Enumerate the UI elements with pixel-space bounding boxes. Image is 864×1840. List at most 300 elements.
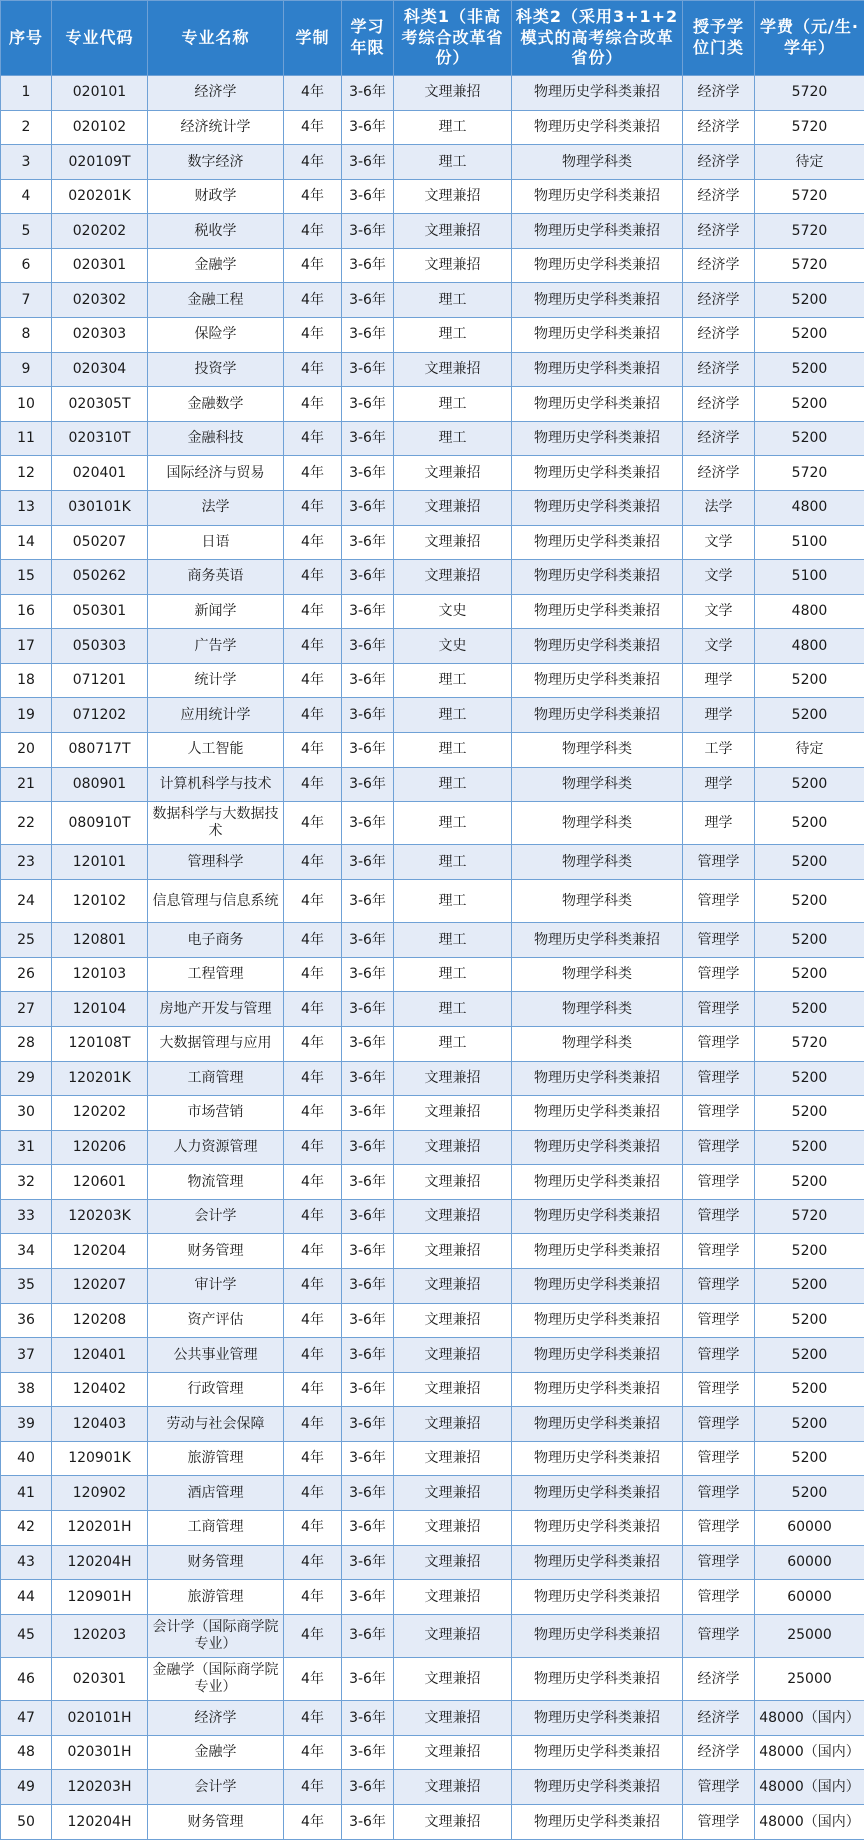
cell-duration: 4年 [284, 1130, 342, 1165]
cell-duration: 4年 [284, 957, 342, 992]
cell-category-1: 文理兼招 [394, 1407, 512, 1442]
cell-study-years: 3-6年 [342, 1770, 394, 1805]
table-row [1, 767, 864, 802]
table-row [1, 1372, 864, 1407]
cell-category-1: 文理兼招 [394, 1338, 512, 1373]
cell-degree: 经济学 [683, 421, 755, 456]
cell-major-name: 旅游管理 [148, 1580, 284, 1615]
cell-major-name: 经济学 [148, 76, 284, 111]
cell-index: 26 [1, 957, 52, 992]
cell-duration: 4年 [284, 767, 342, 802]
cell-category-2: 物理历史学科类兼招 [512, 1770, 683, 1805]
cell-major-name: 金融学 [148, 1735, 284, 1770]
cell-tuition: 5200 [755, 1372, 864, 1407]
cell-degree: 文学 [683, 594, 755, 629]
table-row [1, 387, 864, 422]
cell-tuition: 5200 [755, 663, 864, 698]
table-row [1, 663, 864, 698]
cell-category-1: 文理兼招 [394, 179, 512, 214]
cell-category-2: 物理历史学科类兼招 [512, 1614, 683, 1657]
table-row [1, 1061, 864, 1096]
table-row [1, 698, 864, 733]
cell-degree: 经济学 [683, 179, 755, 214]
cell-category-1: 理工 [394, 283, 512, 318]
cell-index: 30 [1, 1096, 52, 1131]
cell-major-code: 120402 [52, 1372, 148, 1407]
cell-major-code: 120103 [52, 957, 148, 992]
cell-index: 38 [1, 1372, 52, 1407]
cell-major-code: 020102 [52, 110, 148, 145]
cell-major-code: 120902 [52, 1476, 148, 1511]
table-row [1, 1407, 864, 1442]
cell-category-2: 物理学科类 [512, 992, 683, 1027]
cell-major-name: 管理科学 [148, 845, 284, 880]
cell-category-2: 物理历史学科类兼招 [512, 1441, 683, 1476]
cell-category-2: 物理历史学科类兼招 [512, 1735, 683, 1770]
cell-category-1: 理工 [394, 698, 512, 733]
cell-study-years: 3-6年 [342, 732, 394, 767]
cell-tuition: 5200 [755, 767, 864, 802]
cell-degree: 经济学 [683, 110, 755, 145]
cell-index: 11 [1, 421, 52, 456]
cell-major-name: 应用统计学 [148, 698, 284, 733]
cell-duration: 4年 [284, 214, 342, 249]
cell-duration: 4年 [284, 248, 342, 283]
cell-category-1: 文理兼招 [394, 1476, 512, 1511]
cell-index: 43 [1, 1545, 52, 1580]
cell-index: 41 [1, 1476, 52, 1511]
cell-duration: 4年 [284, 1545, 342, 1580]
cell-duration: 4年 [284, 698, 342, 733]
cell-category-2: 物理历史学科类兼招 [512, 1511, 683, 1546]
cell-major-code: 020202 [52, 214, 148, 249]
table-row [1, 594, 864, 629]
table-row [1, 1268, 864, 1303]
cell-category-2: 物理历史学科类兼招 [512, 179, 683, 214]
table-row [1, 1770, 864, 1805]
cell-study-years: 3-6年 [342, 1338, 394, 1373]
cell-index: 12 [1, 456, 52, 491]
cell-degree: 工学 [683, 732, 755, 767]
cell-degree: 文学 [683, 525, 755, 560]
cell-major-name: 劳动与社会保障 [148, 1407, 284, 1442]
cell-study-years: 3-6年 [342, 1580, 394, 1615]
cell-category-2: 物理历史学科类兼招 [512, 214, 683, 249]
cell-major-name: 经济统计学 [148, 110, 284, 145]
cell-tuition: 5720 [755, 1199, 864, 1234]
cell-tuition: 4800 [755, 594, 864, 629]
cell-index: 3 [1, 145, 52, 180]
table-row [1, 992, 864, 1027]
cell-category-1: 文理兼招 [394, 1372, 512, 1407]
cell-major-code: 120204H [52, 1545, 148, 1580]
cell-duration: 4年 [284, 629, 342, 664]
cell-major-name: 资产评估 [148, 1303, 284, 1338]
cell-major-code: 120204 [52, 1234, 148, 1269]
cell-tuition: 60000 [755, 1580, 864, 1615]
cell-study-years: 3-6年 [342, 76, 394, 111]
cell-category-1: 文理兼招 [394, 1657, 512, 1700]
cell-duration: 4年 [284, 845, 342, 880]
cell-category-1: 理工 [394, 957, 512, 992]
cell-tuition: 5200 [755, 387, 864, 422]
cell-study-years: 3-6年 [342, 1130, 394, 1165]
cell-major-name: 工商管理 [148, 1511, 284, 1546]
cell-study-years: 3-6年 [342, 490, 394, 525]
cell-degree: 经济学 [683, 1735, 755, 1770]
cell-category-2: 物理学科类 [512, 1026, 683, 1061]
table-row [1, 879, 864, 922]
cell-duration: 4年 [284, 1770, 342, 1805]
cell-duration: 4年 [284, 1303, 342, 1338]
cell-index: 17 [1, 629, 52, 664]
cell-category-1: 文史 [394, 629, 512, 664]
cell-study-years: 3-6年 [342, 1657, 394, 1700]
table-row [1, 283, 864, 318]
cell-tuition: 5720 [755, 1026, 864, 1061]
cell-study-years: 3-6年 [342, 845, 394, 880]
cell-category-2: 物理历史学科类兼招 [512, 387, 683, 422]
table-row [1, 802, 864, 845]
cell-study-years: 3-6年 [342, 318, 394, 353]
cell-degree: 管理学 [683, 1303, 755, 1338]
cell-study-years: 3-6年 [342, 1407, 394, 1442]
cell-major-name: 会计学（国际商学院专业） [148, 1614, 284, 1657]
cell-duration: 4年 [284, 560, 342, 595]
cell-index: 27 [1, 992, 52, 1027]
table-row [1, 456, 864, 491]
cell-major-code: 020310T [52, 421, 148, 456]
cell-category-1: 文理兼招 [394, 1268, 512, 1303]
cell-major-name: 财务管理 [148, 1804, 284, 1839]
cell-study-years: 3-6年 [342, 1545, 394, 1580]
cell-duration: 4年 [284, 1234, 342, 1269]
cell-tuition: 5720 [755, 110, 864, 145]
table-row [1, 1580, 864, 1615]
table-row [1, 525, 864, 560]
header-degree: 授予学位门类 [683, 1, 755, 76]
cell-degree: 管理学 [683, 923, 755, 958]
cell-tuition: 待定 [755, 145, 864, 180]
cell-category-1: 文理兼招 [394, 1303, 512, 1338]
cell-study-years: 3-6年 [342, 629, 394, 664]
cell-major-code: 080901 [52, 767, 148, 802]
cell-major-code: 020101H [52, 1701, 148, 1736]
cell-study-years: 3-6年 [342, 1061, 394, 1096]
cell-major-name: 公共事业管理 [148, 1338, 284, 1373]
cell-major-name: 行政管理 [148, 1372, 284, 1407]
cell-tuition: 5200 [755, 802, 864, 845]
cell-degree: 经济学 [683, 387, 755, 422]
table-row [1, 1735, 864, 1770]
cell-duration: 4年 [284, 1026, 342, 1061]
cell-index: 50 [1, 1804, 52, 1839]
cell-major-name: 统计学 [148, 663, 284, 698]
cell-category-1: 文理兼招 [394, 1199, 512, 1234]
cell-category-2: 物理历史学科类兼招 [512, 1234, 683, 1269]
cell-tuition: 5200 [755, 957, 864, 992]
cell-category-2: 物理历史学科类兼招 [512, 352, 683, 387]
cell-degree: 管理学 [683, 1770, 755, 1805]
cell-tuition: 60000 [755, 1545, 864, 1580]
cell-degree: 管理学 [683, 1096, 755, 1131]
cell-degree: 管理学 [683, 1268, 755, 1303]
cell-index: 46 [1, 1657, 52, 1700]
cell-major-name: 物流管理 [148, 1165, 284, 1200]
table-row [1, 490, 864, 525]
cell-degree: 法学 [683, 490, 755, 525]
cell-index: 24 [1, 879, 52, 922]
cell-major-name: 金融学（国际商学院专业） [148, 1657, 284, 1700]
cell-study-years: 3-6年 [342, 1735, 394, 1770]
cell-category-1: 文理兼招 [394, 1511, 512, 1546]
cell-tuition: 5200 [755, 1096, 864, 1131]
cell-category-2: 物理历史学科类兼招 [512, 1061, 683, 1096]
cell-index: 19 [1, 698, 52, 733]
cell-study-years: 3-6年 [342, 1165, 394, 1200]
cell-index: 15 [1, 560, 52, 595]
cell-duration: 4年 [284, 732, 342, 767]
cell-study-years: 3-6年 [342, 1804, 394, 1839]
cell-category-1: 文理兼招 [394, 352, 512, 387]
cell-study-years: 3-6年 [342, 1614, 394, 1657]
cell-tuition: 5720 [755, 248, 864, 283]
cell-degree: 文学 [683, 629, 755, 664]
cell-degree: 管理学 [683, 992, 755, 1027]
cell-major-code: 120901K [52, 1441, 148, 1476]
cell-degree: 经济学 [683, 248, 755, 283]
cell-index: 35 [1, 1268, 52, 1303]
cell-major-code: 120203H [52, 1770, 148, 1805]
cell-study-years: 3-6年 [342, 456, 394, 491]
cell-category-1: 文史 [394, 594, 512, 629]
cell-tuition: 5200 [755, 318, 864, 353]
cell-major-code: 020302 [52, 283, 148, 318]
cell-category-2: 物理历史学科类兼招 [512, 698, 683, 733]
cell-category-1: 文理兼招 [394, 1770, 512, 1805]
cell-tuition: 5200 [755, 1130, 864, 1165]
cell-major-name: 人力资源管理 [148, 1130, 284, 1165]
cell-duration: 4年 [284, 318, 342, 353]
cell-study-years: 3-6年 [342, 1026, 394, 1061]
table-row [1, 110, 864, 145]
table-row [1, 1545, 864, 1580]
cell-category-1: 文理兼招 [394, 1061, 512, 1096]
cell-degree: 管理学 [683, 845, 755, 880]
cell-major-code: 020305T [52, 387, 148, 422]
cell-index: 37 [1, 1338, 52, 1373]
cell-duration: 4年 [284, 594, 342, 629]
cell-tuition: 60000 [755, 1511, 864, 1546]
cell-major-code: 050262 [52, 560, 148, 595]
cell-duration: 4年 [284, 923, 342, 958]
cell-study-years: 3-6年 [342, 248, 394, 283]
table-row [1, 248, 864, 283]
cell-category-2: 物理学科类 [512, 145, 683, 180]
cell-index: 47 [1, 1701, 52, 1736]
cell-duration: 4年 [284, 145, 342, 180]
table-row [1, 76, 864, 111]
cell-duration: 4年 [284, 1199, 342, 1234]
cell-major-code: 120403 [52, 1407, 148, 1442]
cell-duration: 4年 [284, 1614, 342, 1657]
cell-study-years: 3-6年 [342, 283, 394, 318]
cell-category-1: 理工 [394, 421, 512, 456]
cell-major-code: 071202 [52, 698, 148, 733]
header-category-2: 科类2（采用3+1+2模式的高考综合改革省份） [512, 1, 683, 76]
cell-major-code: 020201K [52, 179, 148, 214]
cell-category-1: 文理兼招 [394, 1441, 512, 1476]
table-row [1, 1614, 864, 1657]
header-major-code: 专业代码 [52, 1, 148, 76]
table-row [1, 1026, 864, 1061]
cell-degree: 经济学 [683, 283, 755, 318]
table-row [1, 1096, 864, 1131]
cell-major-code: 120201K [52, 1061, 148, 1096]
cell-category-2: 物理历史学科类兼招 [512, 560, 683, 595]
cell-major-name: 金融科技 [148, 421, 284, 456]
cell-category-1: 文理兼招 [394, 1580, 512, 1615]
cell-tuition: 5200 [755, 1268, 864, 1303]
cell-degree: 经济学 [683, 1701, 755, 1736]
cell-category-2: 物理历史学科类兼招 [512, 456, 683, 491]
cell-category-2: 物理历史学科类兼招 [512, 1580, 683, 1615]
table-row [1, 352, 864, 387]
cell-category-2: 物理历史学科类兼招 [512, 248, 683, 283]
cell-degree: 管理学 [683, 1614, 755, 1657]
cell-major-code: 120206 [52, 1130, 148, 1165]
cell-category-1: 文理兼招 [394, 1614, 512, 1657]
cell-degree: 管理学 [683, 1061, 755, 1096]
cell-major-code: 080717T [52, 732, 148, 767]
cell-index: 44 [1, 1580, 52, 1615]
cell-degree: 管理学 [683, 1407, 755, 1442]
cell-major-name: 金融数学 [148, 387, 284, 422]
cell-major-name: 保险学 [148, 318, 284, 353]
cell-duration: 4年 [284, 1165, 342, 1200]
cell-major-code: 120104 [52, 992, 148, 1027]
cell-category-2: 物理历史学科类兼招 [512, 76, 683, 111]
cell-major-name: 房地产开发与管理 [148, 992, 284, 1027]
cell-degree: 经济学 [683, 318, 755, 353]
cell-category-2: 物理历史学科类兼招 [512, 923, 683, 958]
cell-category-2: 物理历史学科类兼招 [512, 1372, 683, 1407]
table-row [1, 732, 864, 767]
cell-category-1: 理工 [394, 110, 512, 145]
cell-tuition: 25000 [755, 1614, 864, 1657]
cell-category-2: 物理学科类 [512, 767, 683, 802]
cell-degree: 文学 [683, 560, 755, 595]
table-row [1, 845, 864, 880]
cell-degree: 管理学 [683, 1511, 755, 1546]
cell-tuition: 25000 [755, 1657, 864, 1700]
cell-index: 10 [1, 387, 52, 422]
cell-degree: 理学 [683, 698, 755, 733]
cell-category-1: 理工 [394, 318, 512, 353]
cell-category-1: 理工 [394, 663, 512, 698]
cell-tuition: 5720 [755, 456, 864, 491]
cell-major-code: 120203 [52, 1614, 148, 1657]
cell-tuition: 4800 [755, 490, 864, 525]
cell-study-years: 3-6年 [342, 879, 394, 922]
cell-major-code: 050301 [52, 594, 148, 629]
cell-tuition: 5100 [755, 525, 864, 560]
cell-major-code: 120204H [52, 1804, 148, 1839]
cell-degree: 管理学 [683, 1372, 755, 1407]
cell-duration: 4年 [284, 992, 342, 1027]
cell-duration: 4年 [284, 1580, 342, 1615]
cell-category-2: 物理历史学科类兼招 [512, 594, 683, 629]
cell-duration: 4年 [284, 879, 342, 922]
cell-index: 49 [1, 1770, 52, 1805]
cell-major-code: 020401 [52, 456, 148, 491]
cell-category-1: 文理兼招 [394, 1804, 512, 1839]
cell-index: 1 [1, 76, 52, 111]
cell-major-code: 020301H [52, 1735, 148, 1770]
cell-major-name: 经济学 [148, 1701, 284, 1736]
cell-study-years: 3-6年 [342, 1303, 394, 1338]
cell-degree: 管理学 [683, 1804, 755, 1839]
cell-duration: 4年 [284, 1735, 342, 1770]
cell-study-years: 3-6年 [342, 992, 394, 1027]
cell-category-1: 理工 [394, 387, 512, 422]
cell-tuition: 48000（国内） [755, 1770, 864, 1805]
cell-major-name: 电子商务 [148, 923, 284, 958]
cell-duration: 4年 [284, 1441, 342, 1476]
cell-tuition: 5200 [755, 1407, 864, 1442]
cell-category-2: 物理学科类 [512, 732, 683, 767]
cell-study-years: 3-6年 [342, 663, 394, 698]
cell-duration: 4年 [284, 525, 342, 560]
cell-duration: 4年 [284, 352, 342, 387]
cell-category-1: 理工 [394, 923, 512, 958]
cell-study-years: 3-6年 [342, 421, 394, 456]
cell-tuition: 5200 [755, 1165, 864, 1200]
cell-major-code: 071201 [52, 663, 148, 698]
cell-duration: 4年 [284, 663, 342, 698]
cell-category-1: 文理兼招 [394, 76, 512, 111]
header-category-1: 科类1（非高考综合改革省份） [394, 1, 512, 76]
cell-category-2: 物理历史学科类兼招 [512, 1545, 683, 1580]
header-major-name: 专业名称 [148, 1, 284, 76]
cell-degree: 经济学 [683, 76, 755, 111]
cell-index: 39 [1, 1407, 52, 1442]
table-row [1, 923, 864, 958]
table-header [1, 1, 864, 76]
table-row [1, 1234, 864, 1269]
cell-study-years: 3-6年 [342, 179, 394, 214]
cell-duration: 4年 [284, 1096, 342, 1131]
cell-study-years: 3-6年 [342, 957, 394, 992]
cell-category-2: 物理历史学科类兼招 [512, 1096, 683, 1131]
cell-major-name: 大数据管理与应用 [148, 1026, 284, 1061]
cell-tuition: 5200 [755, 1441, 864, 1476]
cell-major-code: 050303 [52, 629, 148, 664]
cell-degree: 经济学 [683, 145, 755, 180]
cell-study-years: 3-6年 [342, 387, 394, 422]
cell-index: 34 [1, 1234, 52, 1269]
cell-duration: 4年 [284, 1372, 342, 1407]
cell-duration: 4年 [284, 179, 342, 214]
cell-category-2: 物理历史学科类兼招 [512, 1268, 683, 1303]
cell-category-2: 物理学科类 [512, 802, 683, 845]
cell-tuition: 48000（国内） [755, 1735, 864, 1770]
cell-tuition: 5200 [755, 1061, 864, 1096]
cell-index: 7 [1, 283, 52, 318]
cell-index: 5 [1, 214, 52, 249]
cell-major-code: 120101 [52, 845, 148, 880]
cell-major-name: 会计学 [148, 1199, 284, 1234]
